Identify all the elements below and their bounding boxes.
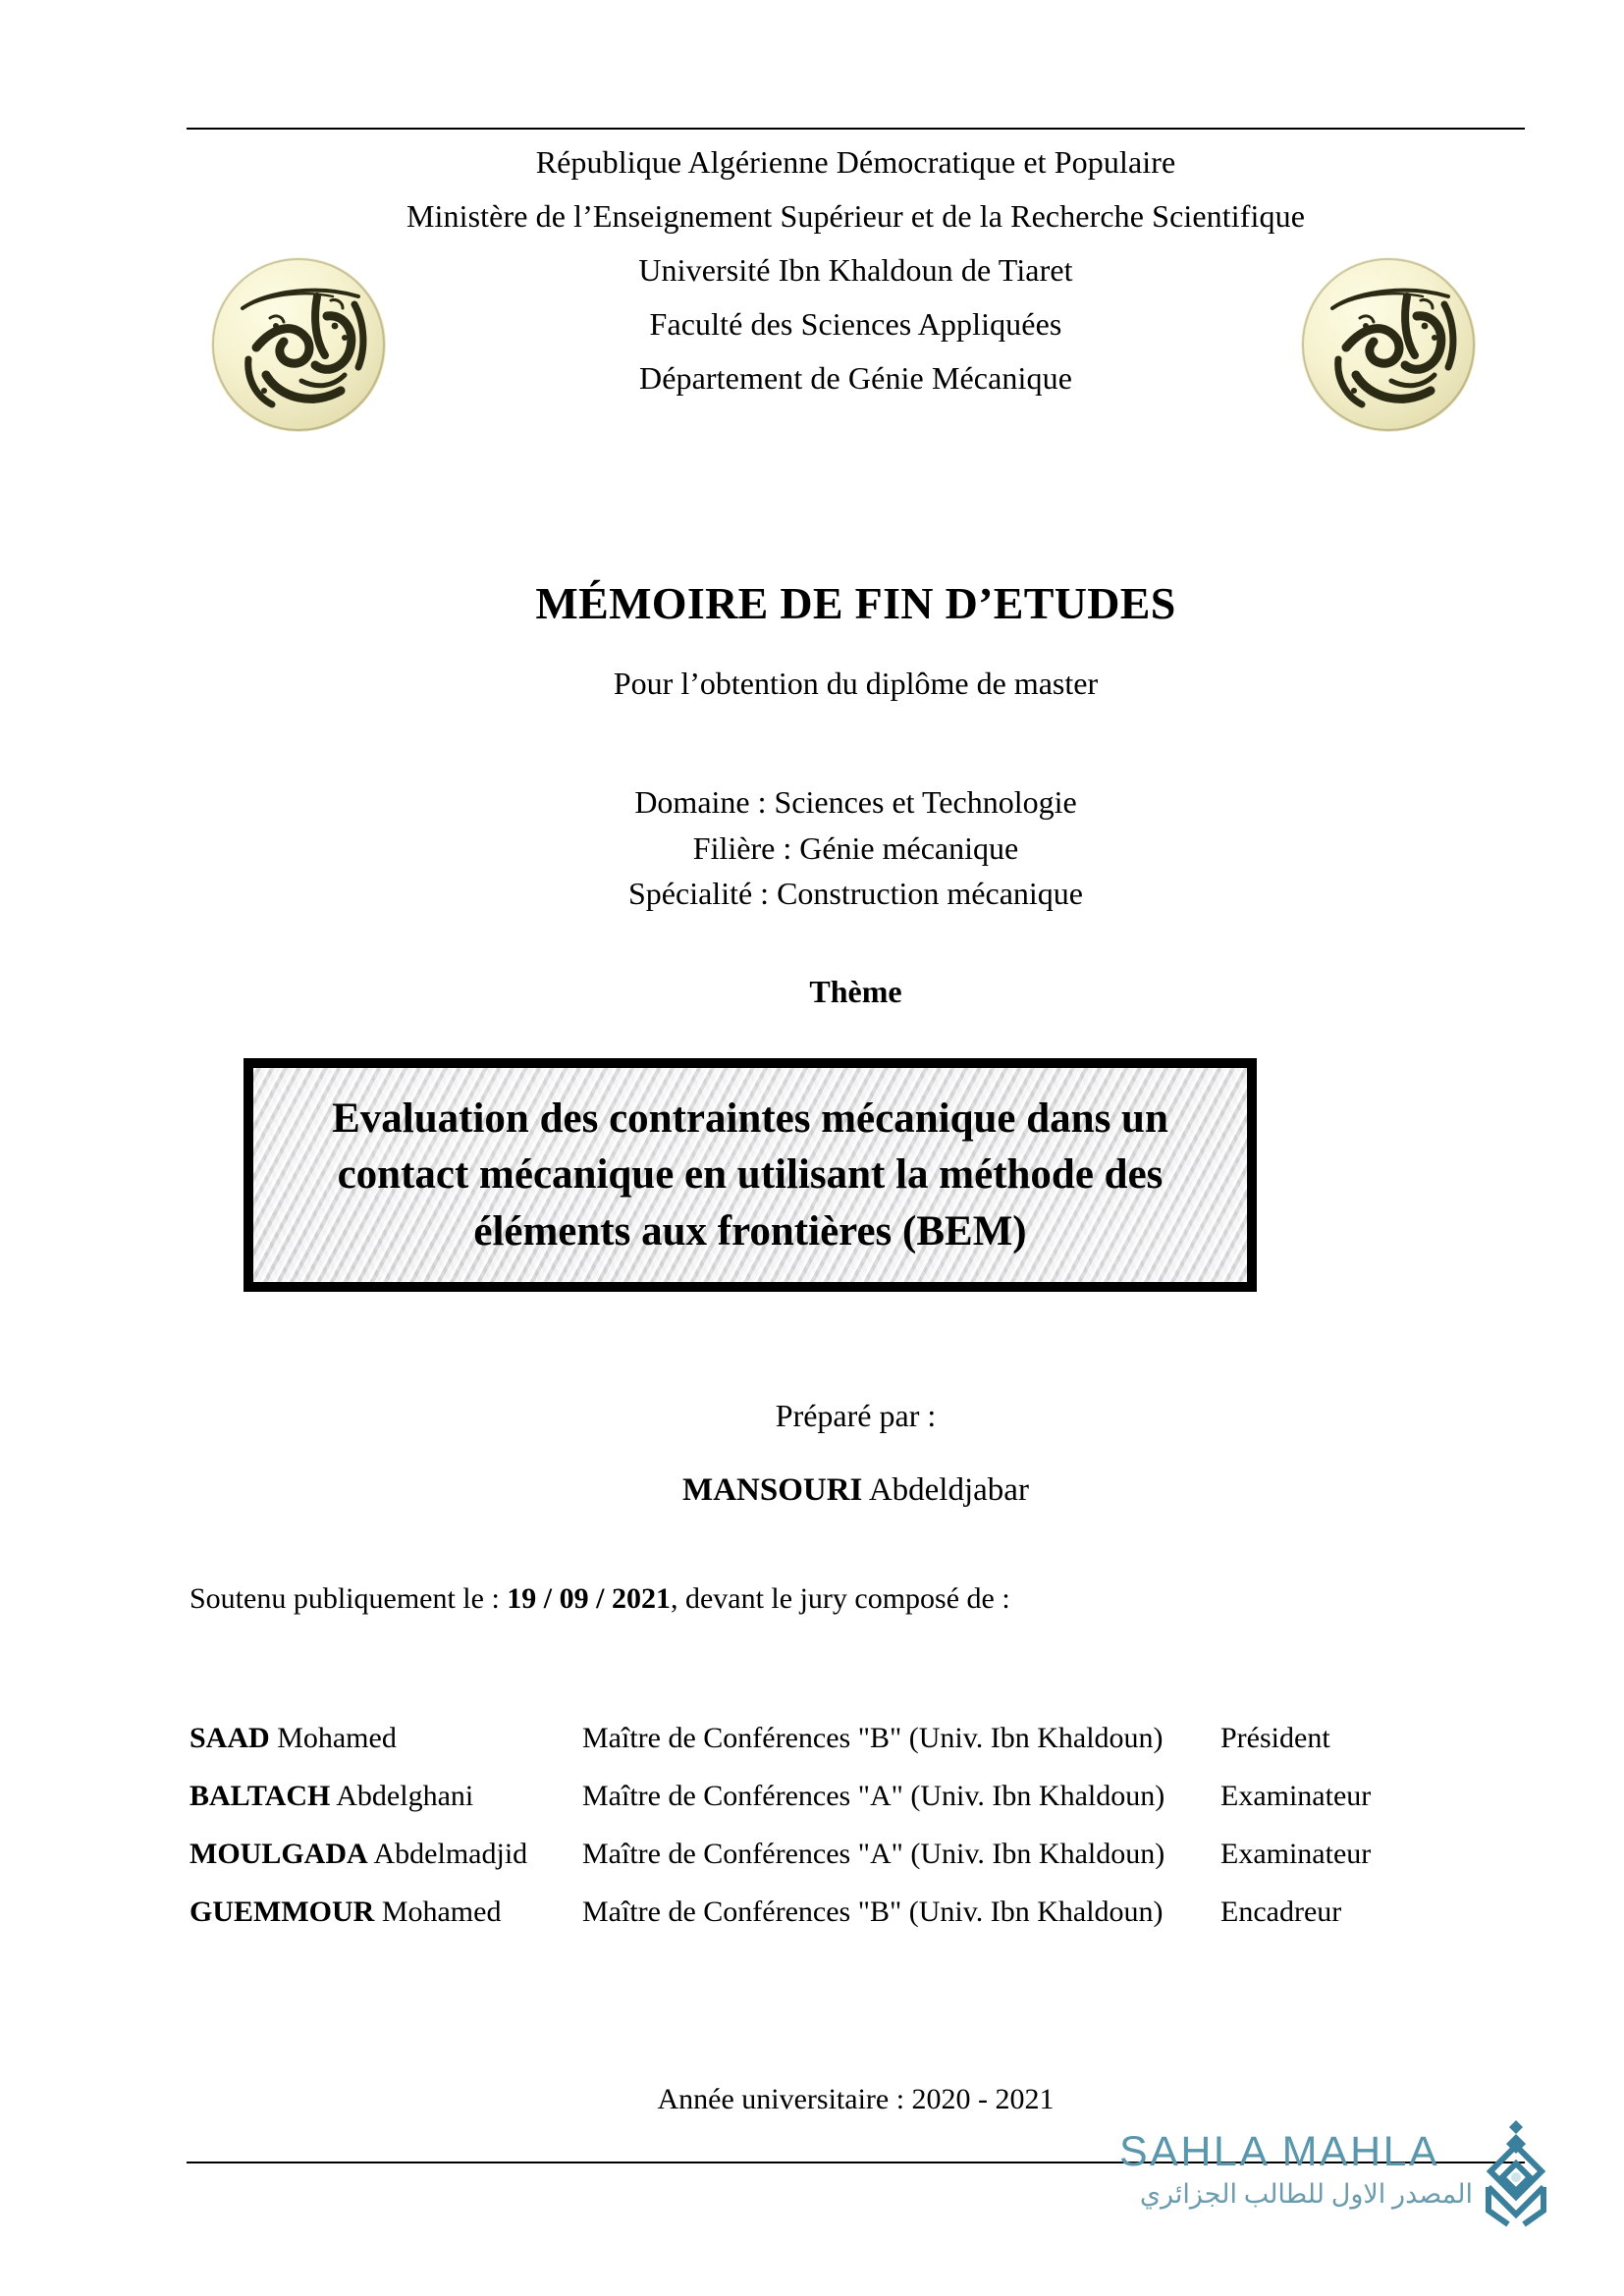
header-line-ministry: Ministère de l’Enseignement Supérieur et de la Recherche Scientifique bbox=[406, 198, 1305, 235]
jury-surname: GUEMMOUR bbox=[189, 1896, 375, 1928]
theme-label: Thème bbox=[809, 974, 902, 1009]
jury-surname: SAAD bbox=[189, 1722, 270, 1754]
jury-member-grade: Maître de Conférences "B" (Univ. Ibn Khaldoun) bbox=[582, 1722, 1164, 1754]
memoire-title: MÉMOIRE DE FIN D’ETUDES bbox=[535, 578, 1176, 628]
jury-member-name bbox=[189, 1768, 582, 1826]
table-row bbox=[189, 1710, 1456, 1768]
defense-date: 19 / 09 / 2021 bbox=[507, 1582, 671, 1615]
table-row bbox=[189, 1884, 1456, 1942]
header-line-department: Département de Génie Mécanique bbox=[638, 360, 1072, 397]
sahla-mahla-logo-icon bbox=[1469, 2116, 1563, 2234]
jury-table-body bbox=[189, 1710, 1456, 1942]
sahla-mahla-watermark bbox=[1119, 2128, 1551, 2256]
jury-given-name: Abdelmadjid bbox=[373, 1838, 528, 1870]
jury-member-role: Président bbox=[1220, 1722, 1330, 1754]
theme-title: Evaluation des contraintes mécanique dans un contact mécanique en utilisant la méthode des éléments aux frontières (BEM) bbox=[332, 1095, 1168, 1255]
jury-given-name: Abdelghani bbox=[336, 1780, 474, 1812]
university-seal-right-icon bbox=[1301, 257, 1476, 432]
jury-member-grade: Maître de Conférences "B" (Univ. Ibn Khaldoun) bbox=[582, 1896, 1164, 1928]
jury-member-grade: Maître de Conférences "A" (Univ. Ibn Khaldoun) bbox=[582, 1780, 1165, 1812]
jury-surname: MOULGADA bbox=[189, 1838, 368, 1870]
jury-member-grade: Maître de Conférences "A" (Univ. Ibn Khaldoun) bbox=[582, 1838, 1165, 1870]
defense-statement bbox=[189, 1582, 1466, 1616]
header-divider-rule bbox=[187, 128, 1525, 130]
jury-given-name: Mohamed bbox=[381, 1896, 502, 1928]
jury-member-role: Examinateur bbox=[1220, 1780, 1372, 1812]
jury-member-name bbox=[189, 1826, 582, 1884]
jury-member-role: Examinateur bbox=[1220, 1838, 1372, 1870]
theme-box bbox=[244, 1058, 1257, 1292]
sahla-mahla-tagline: المصدر الاول للطالب الجزائري bbox=[1139, 2179, 1473, 2209]
header-line-university: Université Ibn Khaldoun de Tiaret bbox=[638, 252, 1073, 289]
table-row bbox=[189, 1768, 1456, 1826]
program-details bbox=[187, 779, 1525, 917]
jury-member-name bbox=[189, 1710, 582, 1768]
theme-box-inner bbox=[251, 1066, 1249, 1284]
jury-given-name: Mohamed bbox=[277, 1722, 397, 1754]
author-given-name: Abdeldjabar bbox=[868, 1472, 1029, 1508]
prepared-by-label: Préparé par : bbox=[775, 1398, 937, 1433]
university-seal-left-icon bbox=[211, 257, 386, 432]
sahla-mahla-brand: SAHLA MAHLA bbox=[1119, 2128, 1440, 2175]
jury-member-role: Encadreur bbox=[1220, 1896, 1342, 1928]
program-specialite: Spécialité : Construction mécanique bbox=[628, 876, 1083, 912]
defense-prefix: Soutenu publiquement le : bbox=[189, 1582, 508, 1615]
seal-calligraphy bbox=[211, 257, 386, 432]
program-domaine: Domaine : Sciences et Technologie bbox=[634, 784, 1077, 820]
header-line-republic: République Algérienne Démocratique et Populaire bbox=[535, 144, 1176, 180]
table-row bbox=[189, 1826, 1456, 1884]
jury-surname: BALTACH bbox=[189, 1780, 331, 1812]
author-name bbox=[187, 1472, 1525, 1509]
program-filiere: Filière : Génie mécanique bbox=[692, 829, 1019, 866]
academic-year: Année universitaire : 2020 - 2021 bbox=[657, 2083, 1055, 2115]
jury-table bbox=[189, 1710, 1456, 1942]
jury-member-name bbox=[189, 1884, 582, 1942]
seal-calligraphy bbox=[1301, 257, 1476, 432]
author-surname: MANSOURI bbox=[682, 1472, 863, 1508]
diploma-subtitle: Pour l’obtention du diplôme de master bbox=[613, 666, 1099, 701]
header-line-faculty: Faculté des Sciences Appliquées bbox=[649, 306, 1062, 343]
defense-suffix: , devant le jury composé de : bbox=[670, 1582, 1010, 1615]
